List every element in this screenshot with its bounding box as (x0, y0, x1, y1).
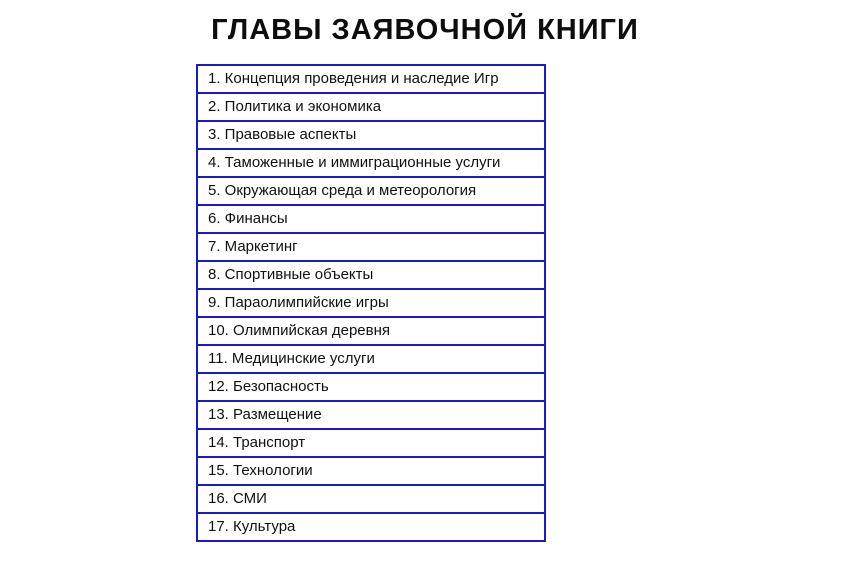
chapter-cell: 12. Безопасность (197, 373, 545, 401)
page-title: ГЛАВЫ ЗАЯВОЧНОЙ КНИГИ (211, 14, 639, 46)
table-row (197, 261, 545, 289)
table-row (197, 457, 545, 485)
chapter-cell: 7. Маркетинг (197, 233, 545, 261)
chapter-cell: 9. Параолимпийские игры (197, 289, 545, 317)
chapter-cell: 11. Медицинские услуги (197, 345, 545, 373)
chapter-cell: 15. Технологии (197, 457, 545, 485)
chapter-cell: 10. Олимпийская деревня (197, 317, 545, 345)
table-row (197, 513, 545, 541)
chapter-cell: 17. Культура (197, 513, 545, 541)
table-row (197, 205, 545, 233)
chapter-cell: 5. Окружающая среда и метеорология (197, 177, 545, 205)
table-row (197, 373, 545, 401)
table-row (197, 121, 545, 149)
chapter-cell: 16. СМИ (197, 485, 545, 513)
table-row (197, 149, 545, 177)
table-row (197, 233, 545, 261)
table-row (197, 93, 545, 121)
table-row (197, 429, 545, 457)
chapter-cell: 8. Спортивные объекты (197, 261, 545, 289)
table-row (197, 485, 545, 513)
chapter-cell: 4. Таможенные и иммиграционные услуги (197, 149, 545, 177)
table-row (197, 65, 545, 93)
chapter-cell: 13. Размещение (197, 401, 545, 429)
chapter-cell: 6. Финансы (197, 205, 545, 233)
chapter-cell: 2. Политика и экономика (197, 93, 545, 121)
chapters-table (196, 64, 546, 542)
chapter-cell: 1. Концепция проведения и наследие Игр (197, 65, 545, 93)
chapter-cell: 3. Правовые аспекты (197, 121, 545, 149)
chapter-cell: 14. Транспорт (197, 429, 545, 457)
table-row (197, 345, 545, 373)
table-row (197, 401, 545, 429)
table-row (197, 317, 545, 345)
table-row (197, 177, 545, 205)
table-row (197, 289, 545, 317)
